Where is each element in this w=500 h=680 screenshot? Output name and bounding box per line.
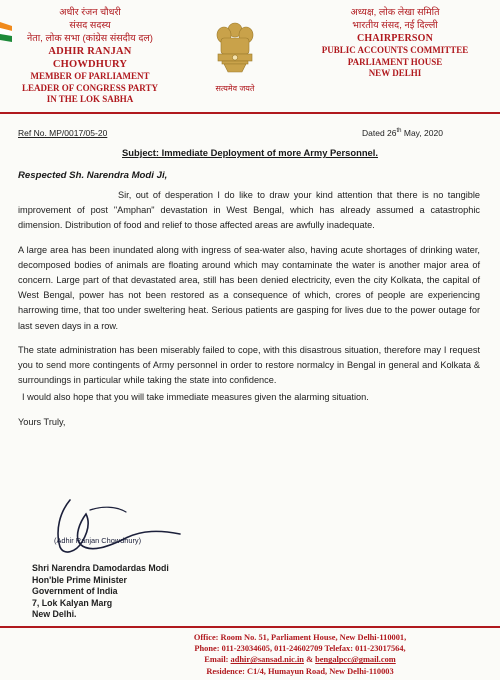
footer-phone: Phone: 011-23034605, 011-24602709 Telefax: 011-23017564, — [194, 644, 406, 654]
email-link-1[interactable]: adhir@sansad.nic.in — [230, 655, 304, 665]
reference-number: Ref No. MP/0017/05-20 — [18, 128, 108, 138]
paragraph-1: Sir, out of desperation I do like to draw your kind attention that there is no tangible improvement of post "Amphan" devastation in West Bengal, which has already assumed a catastrophic dimension. Distribution of food and relief to those affected areas are awfully inadequate. — [18, 190, 480, 231]
sender-house: IN THE LOK SABHA — [46, 94, 134, 104]
email-link-2[interactable]: bengalpcc@gmail.com — [315, 655, 396, 665]
committee-name: PUBLIC ACCOUNTS COMMITTEE — [321, 45, 469, 55]
signature-caption: (Adhir Ranjan Chowdhury) — [54, 536, 142, 545]
subject-line: Subject: Immediate Deployment of more Army Personnel. — [122, 147, 378, 158]
parliament-house: PARLIAMENT HOUSE — [347, 56, 443, 67]
hindi-chair-title: अध्यक्ष, लोक लेखा समिति — [350, 7, 440, 18]
city: NEW DELHI — [368, 68, 422, 78]
letterhead-right — [300, 6, 490, 80]
salutation: Respected Sh. Narendra Modi Ji, — [18, 170, 168, 181]
letter-date: Dated 26th May, 2020 — [362, 128, 443, 138]
letterhead-footer — [100, 632, 500, 677]
addressee-city: New Delhi. — [32, 609, 77, 619]
sender-name: ADHIR RANJAN CHOWDHURY — [48, 46, 132, 70]
hindi-name: अधीर रंजन चौधरी — [59, 7, 121, 18]
footer-residence: Residence: C1/4, Humayun Road, New Delhi-110003 — [206, 666, 394, 676]
sender-title: MEMBER OF PARLIAMENT — [30, 71, 150, 81]
signature-icon — [30, 492, 220, 562]
addressee-block — [32, 563, 169, 621]
footer-email: Email: adhir@sansad.nic.in & bengalpcc@gmail.com — [204, 655, 396, 665]
paragraph-2: A large area has been inundated along with ingress of sea-water also, having acute shortages of drinking water, decomposed bodies of animals are floating around which may contaminate the water is another major area of concern. Large part of that devastated area, still has been denied electricity, even the city Kolkata, the capital of West Bengal, power has not been restored as a consequence of which, crores of people are experiencing harrowing time, that too under sweltering heat. Serious patients are gasping for lives due to the power outage for last seven days in a row. — [18, 244, 480, 331]
paragraph-3: The state administration has been miserably failed to cope, with this disastrous situation, therefore may I request you to send more contingents of Army personnel in order to restore normalcy in Bengal in general and Kolkata & surroundings in particular while taking the state into confidence. — [18, 344, 480, 386]
header-divider — [0, 112, 500, 114]
footer-divider — [0, 626, 500, 628]
addressee-org: Government of India — [32, 586, 118, 596]
letterhead-left — [10, 6, 170, 106]
hindi-party: नेता, लोक सभा (कांग्रेस संसदीय दल) — [27, 33, 153, 44]
paragraph-4: I would also hope that you will take immediate measures given the alarming situation. — [22, 392, 369, 403]
addressee-title: Hon'ble Prime Minister — [32, 574, 127, 585]
sender-party: LEADER OF CONGRESS PARTY — [22, 82, 158, 93]
emblem-motto: सत्यमेव जयते — [215, 84, 255, 93]
footer-office: Office: Room No. 51, Parliament House, New Delhi-110001, — [193, 633, 407, 642]
closing: Yours Truly, — [18, 416, 66, 427]
addressee-street: 7, Lok Kalyan Marg — [32, 597, 113, 608]
addressee-name: Shri Narendra Damodardas Modi — [32, 563, 169, 573]
national-emblem-icon — [212, 20, 258, 76]
hindi-title: संसद सदस्य — [69, 20, 111, 31]
letter-body — [18, 188, 480, 439]
chair-role: CHAIRPERSON — [356, 33, 434, 44]
hindi-place: भारतीय संसद, नई दिल्ली — [352, 20, 438, 31]
emblem — [205, 20, 265, 94]
